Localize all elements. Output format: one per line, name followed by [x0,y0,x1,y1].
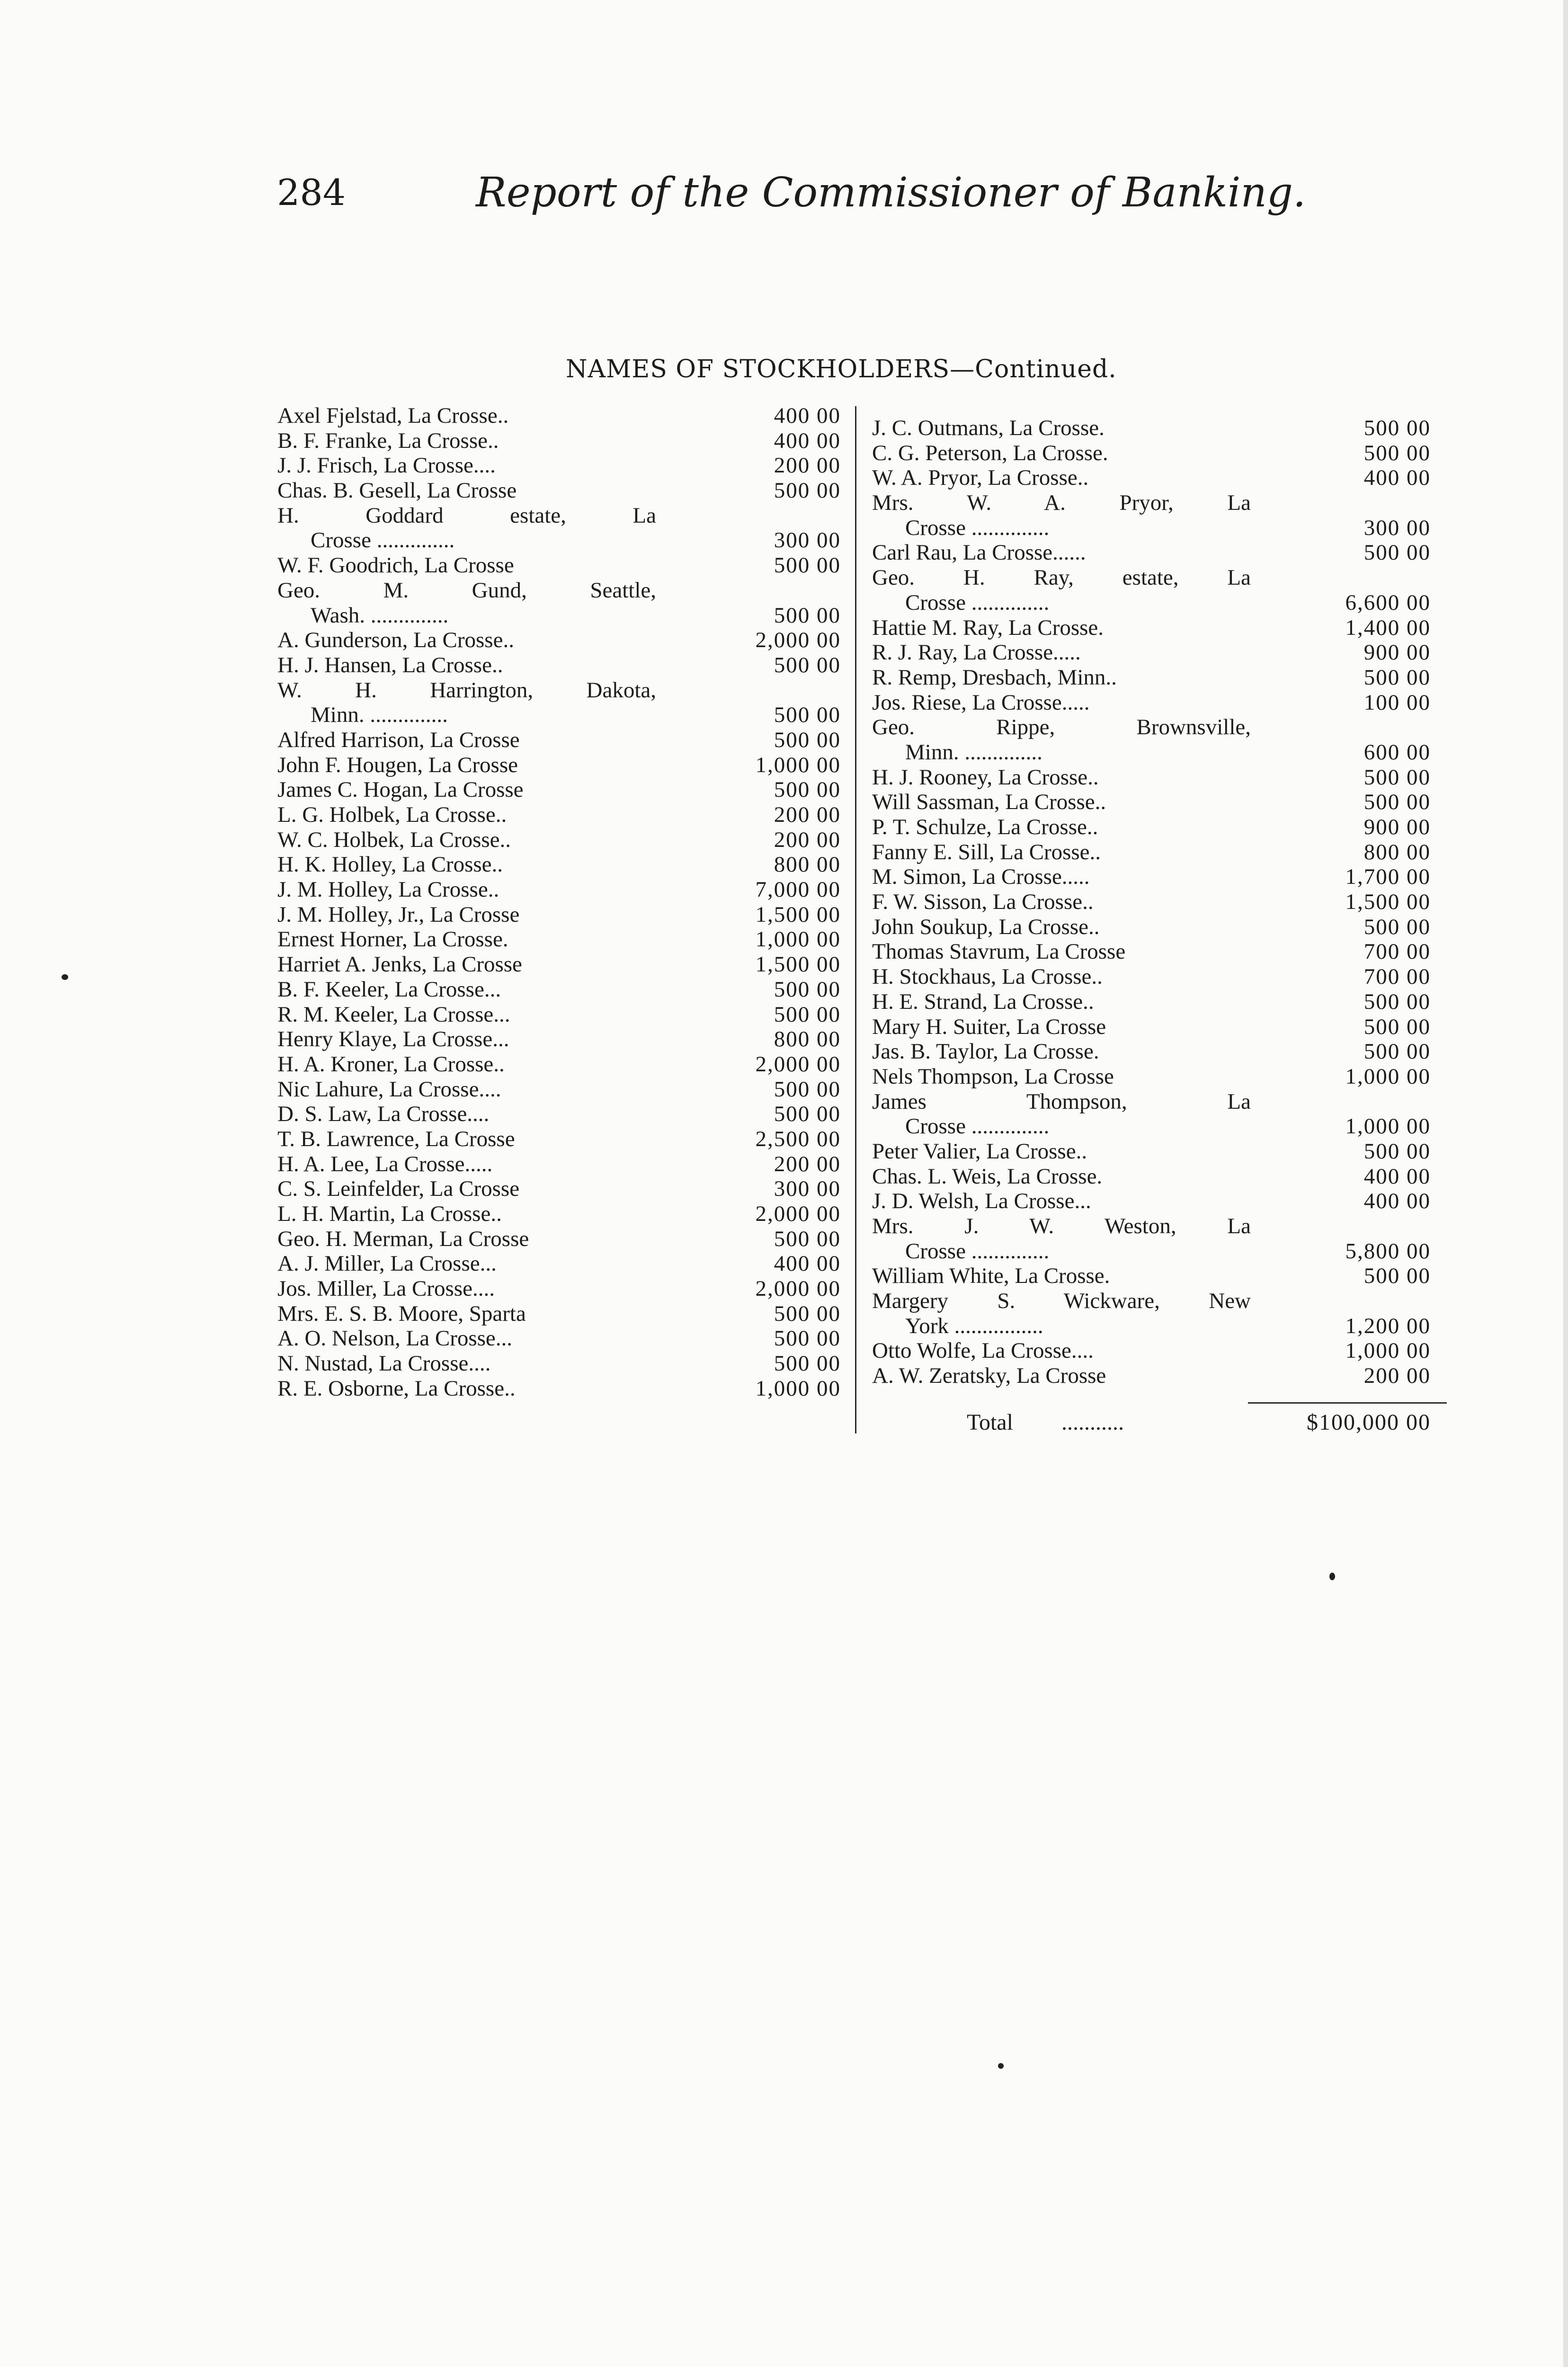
stockholder-name: Crosse .............. [905,515,1050,540]
stockholder-amount: 1,200 00 [1345,1313,1431,1338]
stockholder-name: D. S. Law, La Crosse.... [277,1102,490,1127]
stockholder-amount: 500 00 [1363,416,1431,440]
stockholder-row [277,1376,846,1401]
stockholder-row [277,877,846,902]
stockholder-name: Carl Rau, La Crosse...... [872,540,1086,565]
stockholder-name: H. Stockhaus, La Crosse.. [872,964,1103,989]
stockholder-amount: 400 00 [1363,1164,1431,1189]
stockholder-row [277,977,846,1002]
stockholder-row [277,553,846,578]
stockholder-name: L. H. Martin, La Crosse.. [277,1201,502,1226]
stockholder-amount: 500 00 [774,603,841,628]
stockholder-name: F. W. Sisson, La Crosse.. [872,890,1094,915]
stockholder-amount: 400 00 [1363,465,1431,490]
stockholder-name: R. J. Ray, La Crosse..... [872,640,1081,665]
stockholder-name: Margery S. Wickware, New [872,1289,1251,1314]
stockholder-name: Nic Lahure, La Crosse.... [277,1077,501,1102]
stockholder-name: Hattie M. Ray, La Crosse. [872,615,1104,640]
stockholder-name: J. M. Holley, La Crosse.. [277,877,499,902]
stockholder-row [277,902,846,927]
stockholder-name: Ernest Horner, La Crosse. [277,927,508,952]
stockholder-row [872,490,1440,516]
stockholder-row [277,1127,846,1152]
stockholder-amount: 500 00 [774,553,841,578]
stockholder-name: Peter Valier, La Crosse.. [872,1139,1087,1164]
stockholder-row [872,790,1440,815]
stockholder-name: H. Goddard estate, La [277,503,656,528]
stockholder-name: B. F. Franke, La Crosse.. [277,428,499,453]
stockholder-name: Axel Fjelstad, La Crosse.. [277,403,509,428]
stockholder-row [277,753,846,778]
stockholder-name: Nels Thompson, La Crosse [872,1064,1114,1089]
stockholder-amount: 500 00 [774,478,841,503]
stockholder-row [277,1351,846,1376]
stockholder-amount: 500 00 [1363,1139,1431,1164]
stockholder-name: J. M. Holley, Jr., La Crosse [277,902,520,927]
running-title: Report of the Commissioner of Banking. [476,169,1306,216]
stockholder-name: Minn. .............. [311,703,448,728]
stockholder-name: N. Nustad, La Crosse.... [277,1351,491,1376]
stockholder-name: H. K. Holley, La Crosse.. [277,852,503,877]
right-column [872,416,1440,1388]
stockholder-row [277,777,846,802]
stockholder-name: Geo. H. Ray, estate, La [872,565,1251,590]
stockholder-row [277,653,846,678]
stockholder-amount: 900 00 [1363,815,1431,839]
stockholder-name: W. H. Harrington, Dakota, [277,677,656,703]
stockholder-row [872,1114,1440,1139]
stockholder-row [277,852,846,877]
stockholder-name: Jos. Miller, La Crosse.... [277,1276,495,1301]
stockholder-amount: 5,800 00 [1345,1238,1431,1264]
stockholder-row [872,640,1440,665]
stockholder-row [872,1239,1440,1264]
stockholder-name: John Soukup, La Crosse.. [872,914,1100,939]
stockholder-amount: 500 00 [1363,540,1431,565]
stockholder-name: John F. Hougen, La Crosse [277,752,518,777]
stockholder-row [277,478,846,503]
stockholder-row [277,1027,846,1052]
stockholder-amount: 1,000 00 [1345,1338,1431,1363]
stockholder-row [872,715,1440,740]
stockholder-row [277,1301,846,1326]
stockholder-row [872,740,1440,765]
stockholder-amount: 1,400 00 [1345,615,1431,640]
stockholder-row [277,603,846,628]
stockholder-row [872,890,1440,915]
stockholder-name: T. B. Lawrence, La Crosse [277,1126,515,1151]
total-row [872,1408,1440,1437]
stockholder-amount: 500 00 [774,1077,841,1102]
stockholder-row [277,1326,846,1351]
stockholder-name: A. Gunderson, La Crosse.. [277,628,514,653]
stockholder-amount: 1,000 00 [755,752,841,777]
stockholder-row [872,1039,1440,1064]
stockholder-amount: 1,700 00 [1345,864,1431,890]
stockholder-name: H. A. Lee, La Crosse..... [277,1151,493,1176]
stockholder-amount: 1,000 00 [755,927,841,952]
stockholder-amount: 400 00 [1363,1189,1431,1214]
stockholder-name: Fanny E. Sill, La Crosse.. [872,839,1101,864]
stockholder-row [277,503,846,528]
stockholder-name: Jos. Riese, La Crosse..... [872,690,1090,715]
stockholder-row [277,678,846,703]
stockholder-name: B. F. Keeler, La Crosse... [277,977,501,1002]
stockholder-row [872,1014,1440,1040]
stockholder-row [872,565,1440,590]
total-label: Total [967,1410,1013,1435]
stockholder-amount: 500 00 [774,727,841,752]
stockholder-name: A. O. Nelson, La Crosse... [277,1326,513,1351]
stockholder-row [277,828,846,853]
stockholder-row [872,815,1440,840]
stockholder-amount: 500 00 [774,703,841,728]
stockholder-amount: 1,500 00 [755,952,841,977]
stockholder-row [872,1314,1440,1339]
stockholder-amount: 200 00 [774,453,841,478]
stockholder-name: Crosse .............. [905,1114,1050,1139]
stockholder-row [277,428,846,454]
stockholder-row [872,615,1440,641]
stockholder-row [277,403,846,428]
stockholder-name: Mrs. E. S. B. Moore, Sparta [277,1301,526,1326]
ink-speck [1329,1573,1335,1580]
stockholder-row [277,1077,846,1102]
stockholder-amount: 200 00 [1363,1363,1431,1388]
stockholder-row [872,465,1440,490]
stockholder-name: James C. Hogan, La Crosse [277,777,524,802]
stockholder-name: A. J. Miller, La Crosse... [277,1251,497,1276]
stockholder-amount: 700 00 [1363,964,1431,989]
stockholder-amount: 2,000 00 [755,628,841,653]
stockholder-row [277,1201,846,1227]
stockholder-amount: 600 00 [1363,739,1431,765]
stockholder-name: H. E. Strand, La Crosse.. [872,989,1094,1014]
stockholder-name: J. D. Welsh, La Crosse... [872,1189,1091,1214]
stockholder-name: P. T. Schulze, La Crosse.. [872,815,1098,839]
stockholder-row [277,1002,846,1027]
stockholder-amount: 500 00 [1363,1014,1431,1039]
stockholder-amount: 500 00 [1363,989,1431,1014]
total-amount: $100,000 00 [1307,1410,1431,1435]
stockholder-row [872,690,1440,715]
stockholder-name: Mrs. J. W. Weston, La [872,1214,1251,1238]
stockholder-row [277,1227,846,1252]
stockholder-amount: 500 00 [1363,1264,1431,1289]
stockholder-row [872,939,1440,964]
stockholder-name: W. C. Holbek, La Crosse.. [277,827,511,852]
stockholder-amount: 300 00 [774,528,841,553]
stockholder-row [277,453,846,478]
stockholder-amount: 500 00 [1363,790,1431,815]
stockholder-name: Will Sassman, La Crosse.. [872,790,1106,815]
stockholder-row [277,1176,846,1201]
page-edge [1563,0,1568,2367]
stockholder-name: Thomas Stavrum, La Crosse [872,939,1126,964]
stockholder-row [872,590,1440,615]
page-number: 284 [277,171,346,214]
stockholder-row [277,628,846,653]
stockholder-row [872,665,1440,690]
stockholder-row [277,528,846,553]
stockholder-row [277,1152,846,1177]
stockholder-name: H. J. Hansen, La Crosse.. [277,652,503,677]
stockholder-name: W. F. Goodrich, La Crosse [277,553,514,578]
stockholder-row [872,1264,1440,1289]
stockholder-name: L. G. Holbek, La Crosse.. [277,802,507,827]
stockholder-row [277,1251,846,1276]
stockholder-row [872,915,1440,940]
stockholder-row [872,1064,1440,1089]
stockholder-row [872,540,1440,565]
stockholder-row [872,416,1440,441]
stockholder-amount: 500 00 [774,1002,841,1027]
stockholder-name: R. M. Keeler, La Crosse... [277,1002,510,1027]
stockholder-amount: 400 00 [774,403,841,428]
stockholder-row [277,927,846,952]
stockholder-name: J. J. Frisch, La Crosse.... [277,453,496,478]
stockholder-row [872,864,1440,890]
stockholder-amount: 100 00 [1363,690,1431,715]
total-rule [1248,1402,1447,1404]
stockholder-name: Jas. B. Taylor, La Crosse. [872,1039,1099,1064]
stockholder-name: Mrs. W. A. Pryor, La [872,490,1251,516]
stockholder-name: C. S. Leinfelder, La Crosse [277,1176,520,1201]
stockholder-name: H. J. Rooney, La Crosse.. [872,765,1099,790]
total-leader-dots: ........... [1061,1410,1124,1435]
stockholder-amount: 800 00 [1363,839,1431,864]
stockholder-amount: 500 00 [774,1102,841,1127]
left-column [277,403,846,1401]
stockholder-name: Mary H. Suiter, La Crosse [872,1014,1106,1039]
stockholder-name: Geo. M. Gund, Seattle, [277,578,656,603]
stockholder-amount: 400 00 [774,428,841,453]
stockholder-row [872,1139,1440,1164]
stockholder-amount: 200 00 [774,1151,841,1176]
stockholder-name: Wash. .............. [311,603,449,628]
stockholder-row [277,1052,846,1077]
stockholder-amount: 200 00 [774,827,841,852]
stockholder-row [277,1276,846,1301]
section-title: NAMES OF STOCKHOLDERS—Continued. [566,355,1117,383]
page-header [277,167,1306,219]
column-divider [855,406,856,1433]
stockholder-row [872,1164,1440,1189]
stockholder-amount: 1,000 00 [1345,1064,1431,1089]
ink-speck [998,2063,1004,2069]
stockholder-amount: 500 00 [774,1226,841,1251]
stockholder-row [872,1289,1440,1314]
stockholder-name: R. Remp, Dresbach, Minn.. [872,665,1117,690]
stockholder-name: Geo. Rippe, Brownsville, [872,715,1251,740]
stockholder-row [872,1189,1440,1214]
stockholder-amount: 2,000 00 [755,1276,841,1301]
stockholder-amount: 2,500 00 [755,1126,841,1151]
stockholder-amount: 500 00 [774,1301,841,1326]
stockholder-amount: 300 00 [774,1176,841,1201]
stockholder-name: Minn. .............. [905,739,1042,765]
stockholder-amount: 500 00 [774,1351,841,1376]
stockholder-name: Alfred Harrison, La Crosse [277,727,520,752]
stockholder-name: R. E. Osborne, La Crosse.. [277,1376,516,1401]
stockholder-amount: 6,600 00 [1345,590,1431,615]
stockholder-name: Geo. H. Merman, La Crosse [277,1226,529,1251]
stockholder-name: W. A. Pryor, La Crosse.. [872,465,1089,490]
stockholder-row [277,802,846,828]
stockholder-row [277,703,846,728]
stockholder-amount: 2,000 00 [755,1051,841,1077]
stockholder-row [872,765,1440,790]
stockholder-amount: 800 00 [774,852,841,877]
stockholder-amount: 500 00 [774,1326,841,1351]
stockholder-amount: 500 00 [774,652,841,677]
stockholder-amount: 500 00 [1363,665,1431,690]
stockholder-row [872,516,1440,541]
ink-speck [62,974,68,980]
stockholder-row [872,441,1440,466]
stockholder-amount: 700 00 [1363,939,1431,964]
stockholder-name: James Thompson, La [872,1089,1251,1114]
stockholder-row [872,1089,1440,1114]
stockholder-amount: 1,000 00 [755,1376,841,1401]
stockholder-name: J. C. Outmans, La Crosse. [872,416,1105,440]
stockholder-row [872,1214,1440,1239]
stockholder-name: Otto Wolfe, La Crosse.... [872,1338,1094,1363]
stockholder-name: Crosse .............. [905,590,1050,615]
stockholder-row [277,578,846,603]
stockholder-amount: 200 00 [774,802,841,827]
stockholder-name: Harriet A. Jenks, La Crosse [277,952,522,977]
stockholder-amount: 1,500 00 [755,902,841,927]
stockholder-amount: 500 00 [1363,914,1431,939]
stockholder-name: M. Simon, La Crosse..... [872,864,1090,890]
stockholder-row [872,1363,1440,1388]
stockholder-name: Crosse .............. [905,1238,1050,1264]
stockholder-row [872,1338,1440,1363]
stockholder-row [277,728,846,753]
stockholder-name: Crosse .............. [311,528,455,553]
stockholder-amount: 500 00 [774,977,841,1002]
stockholder-amount: 500 00 [1363,765,1431,790]
stockholder-amount: 900 00 [1363,640,1431,665]
stockholder-amount: 300 00 [1363,515,1431,540]
stockholder-amount: 800 00 [774,1027,841,1052]
stockholder-row [872,840,1440,865]
stockholder-name: Chas. B. Gesell, La Crosse [277,478,517,503]
stockholder-amount: 1,000 00 [1345,1114,1431,1139]
stockholder-name: Chas. L. Weis, La Crosse. [872,1164,1103,1189]
stockholder-amount: 400 00 [774,1251,841,1276]
stockholder-name: Henry Klaye, La Crosse... [277,1027,509,1052]
stockholder-name: C. G. Peterson, La Crosse. [872,440,1108,465]
stockholder-name: York ................ [905,1313,1043,1338]
stockholder-name: William White, La Crosse. [872,1264,1110,1289]
stockholder-amount: 500 00 [774,777,841,802]
stockholder-amount: 500 00 [1363,1039,1431,1064]
stockholder-row [277,952,846,977]
stockholder-name: A. W. Zeratsky, La Crosse [872,1363,1106,1388]
stockholder-row [872,989,1440,1014]
stockholder-amount: 500 00 [1363,440,1431,465]
stockholder-amount: 1,500 00 [1345,890,1431,915]
stockholder-name: H. A. Kroner, La Crosse.. [277,1051,505,1077]
stockholder-row [872,964,1440,989]
stockholder-row [277,1102,846,1127]
stockholder-amount: 7,000 00 [755,877,841,902]
stockholder-amount: 2,000 00 [755,1201,841,1226]
